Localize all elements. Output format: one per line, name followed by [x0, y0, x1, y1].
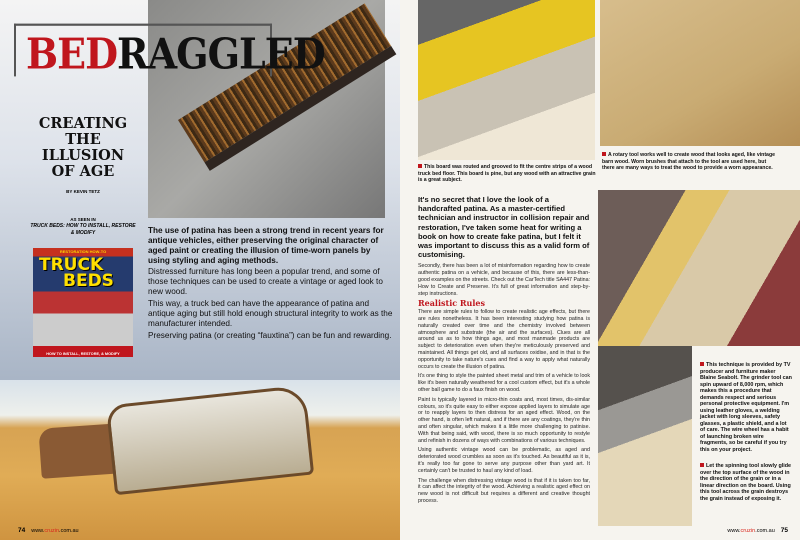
page-footer: 74 www.cruzin.com.au: [18, 527, 79, 534]
abandoned-truck: [106, 385, 314, 495]
as-seen-in: AS SEEN IN TRUCK BEDS: HOW TO INSTALL, RESTORE & MODIFY: [30, 217, 136, 236]
article-title: CREATING THE ILLUSION OF AGE: [38, 115, 128, 180]
wire-wheel-photo: [598, 346, 692, 526]
desert-truck-photo: [0, 380, 400, 540]
page-footer: www.cruzin.com.au 75: [727, 527, 788, 534]
intro-text: The use of patina has been a strong trend in recent years for antique vehicles, either preserving the original character of aged paint or creating the illusion of time-worn panels by using styling and aging methods. Distressed furniture has long been a popular trend, and some of those techniques can be used to create a vintage or aged look to new wood. This way, a truck bed can have the appearance of patina and antique aging but still hold enough structural integrity to work as the manufacturer intended. Preserving patina (or creating “fauxtina”) can be fun and rewarding.: [148, 226, 393, 340]
article-body: It's no secret that I love the look of a handcrafted patina. As a master-certified technician and instructor in collision repair and restoration, I've taken some heat for writing a book on how to create fake patina, but I felt it was important to discuss this as a valid form of customising. Secondly, there has been a lot of misinformation regarding how to create authentic patina on a vehicle, and because of this, there are less-than-good examples on the streets. Check out the CarTech title SA447 Patina: How to Create and Preserve. It's full of great information and step-by-step instructions. Realistic Rules There are simple rules to follow to create realistic age effects, but there are rules nonetheless. It has been interesting studying how patina is naturally created over time and the chemistry involved between atmosphere and substrate (the air and the surfaces). Clues are all around us as to how things age, and most manmade products are subject to deterioration even when they're meticulously preserved and maintained. All things get old, and all surfaces oxidise, and in that is the opportunity to take nature's cues and find a way to apply what naturally occurs to create the illusion of patina. It's one thing to style the painted sheet metal and trim of a vehicle to look like it's been naturally weathered for a cool custom effect, but it's a whole other ball game to do a faux finish on wood. Paint is typically layered in micro-thin coats and, most times, dis-similar colours, so it's quite easy to either expose applied layers to simulate age or to reapply layers to then distress for an aged effect. Wood, on the other hand, is often left natural, and if there are any coatings, they're thin and often singular, which makes it a little more challenging to patinise. With that being said, with wood, there is so much opportunity to restyle and refinish in dozens of ways with combinations of various techniques. Using authentic vintage wood can be problematic, as aged and deteriorated wood crumbles as soon as it's touched. As beautiful as it is, it's really too far gone to serve any purpose other than yard art. It certainly can't be trusted to haul any kind of load. The challenge when distressing vintage wood is that if it is taken too far, it can affect the integrity of the wood. Achieving a realistic aged effect on new wood is not difficult but requires a different and creative thought process.: [418, 195, 590, 504]
section-logo: BEDRAGGLED: [14, 24, 272, 77]
right-page: [400, 0, 800, 540]
router-board-photo: [418, 0, 595, 160]
caption: Let the spinning tool slowly glide over the top surface of the wood in the direction of the grain or in a linear direction on the board. Using this tool across the grain destroys the grain instead of exposing it.: [700, 463, 792, 502]
rotary-tool-photo: [600, 0, 800, 146]
book-cover: RESTORATION HOW-TO TRUCK BEDS HOW TO INSTALL, RESTORE, & MODIFY: [33, 248, 133, 357]
byline: BY KEVIN TETZ: [66, 189, 100, 194]
welder-grinding-photo: [598, 190, 800, 346]
caption: This technique is provided by TV producer and furniture maker Blaine Seabolt. The grinder tool can spin upward of 8,000 rpm, which makes this a procedure that demands respect and serious personal protective equipment. I'm using leather gloves, a welding jacket with long sleeves, safety glasses, a plastic shield, and a lot of care. The wire wheel has a habit of launching broken wire fragments, so be careful if you try this on your project.: [700, 362, 792, 453]
caption: A rotary tool works well to create wood that looks aged, like vintage barn wood. Worn brushes that attach to the tool are used here, but there are many ways to treat the wood to provide a worn appearance.: [602, 152, 775, 172]
caption: This board was routed and grooved to fit the centre strips of a wood truck bed floor. This board is pine, but any wood with an attractive grain is a great subject.: [418, 164, 596, 184]
